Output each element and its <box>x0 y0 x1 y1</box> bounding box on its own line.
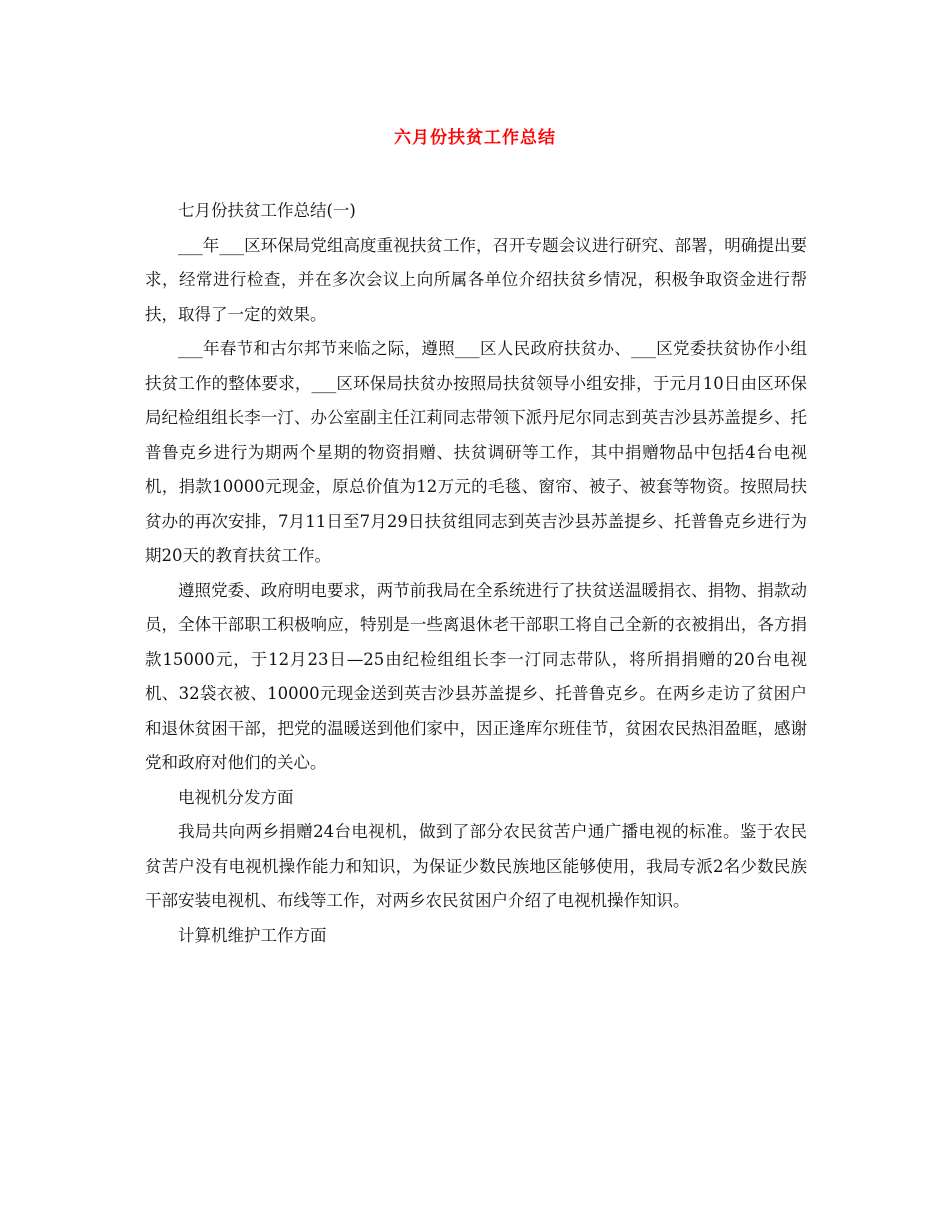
body-paragraph: ___年春节和古尔邦节来临之际，遵照___区人民政府扶贫办、___区党委扶贫协作小组扶贫工作的整体要求，___区环保局扶贫办按照局扶贫领导小组安排，于元月10日由区环保局纪检组组长李一汀、办公室副主任江莉同志带领下派丹尼尔同志到英吉沙县苏盖提乡、托普鲁克乡进行为期两个星期的物资捐赠、扶贫调研等工作，其中捐赠物品中包括4台电视机，捐款10000元现金，原总价值为12万元的毛毯、窗帘、被子、被套等物资。按照局扶贫办的再次安排，7月11日至7月29日扶贫组同志到英吉沙县苏盖提乡、托普鲁克乡进行为期20天的教育扶贫工作。 <box>145 339 807 565</box>
body-paragraph: 遵照党委、政府明电要求，两节前我局在全系统进行了扶贫送温暖捐衣、捐物、捐款动员，全体干部职工积极响应，特别是一些离退休老干部职工将自己全新的衣被捐出，各方捐款15000元，于12月23日—25由纪检组组长李一汀同志带队，将所捐捐赠的20台电视机、32袋衣被、10000元现金送到英吉沙县苏盖提乡、托普鲁克乡。在两乡走访了贫困户和退休贫困干部，把党的温暖送到他们家中，因正逢库尔班佳节，贫困农民热泪盈眶，感谢党和政府对他们的关心。 <box>145 580 807 772</box>
body-paragraph: 我局共向两乡捐赠24台电视机，做到了部分农民贫苦户通广播电视的标准。鉴于农民贫苦户没有电视机操作能力和知识，为保证少数民族地区能够使用，我局专派2名少数民族干部安装电视机、布线等工作，对两乡农民贫困户介绍了电视机操作知识。 <box>145 822 807 910</box>
section-heading: 计算机维护工作方面 <box>178 925 327 945</box>
section-heading: 七月份扶贫工作总结(一) <box>178 201 356 220</box>
document-title: 六月份扶贫工作总结 <box>394 128 556 148</box>
body-paragraph: ___年___区环保局党组高度重视扶贫工作，召开专题会议进行研究、部署，明确提出要求，经常进行检查，并在多次会议上向所属各单位介绍扶贫乡情况，积极争取资金进行帮扶，取得了一定的效果。 <box>145 235 807 324</box>
section-heading: 电视机分发方面 <box>178 787 294 807</box>
document-body <box>145 194 807 953</box>
